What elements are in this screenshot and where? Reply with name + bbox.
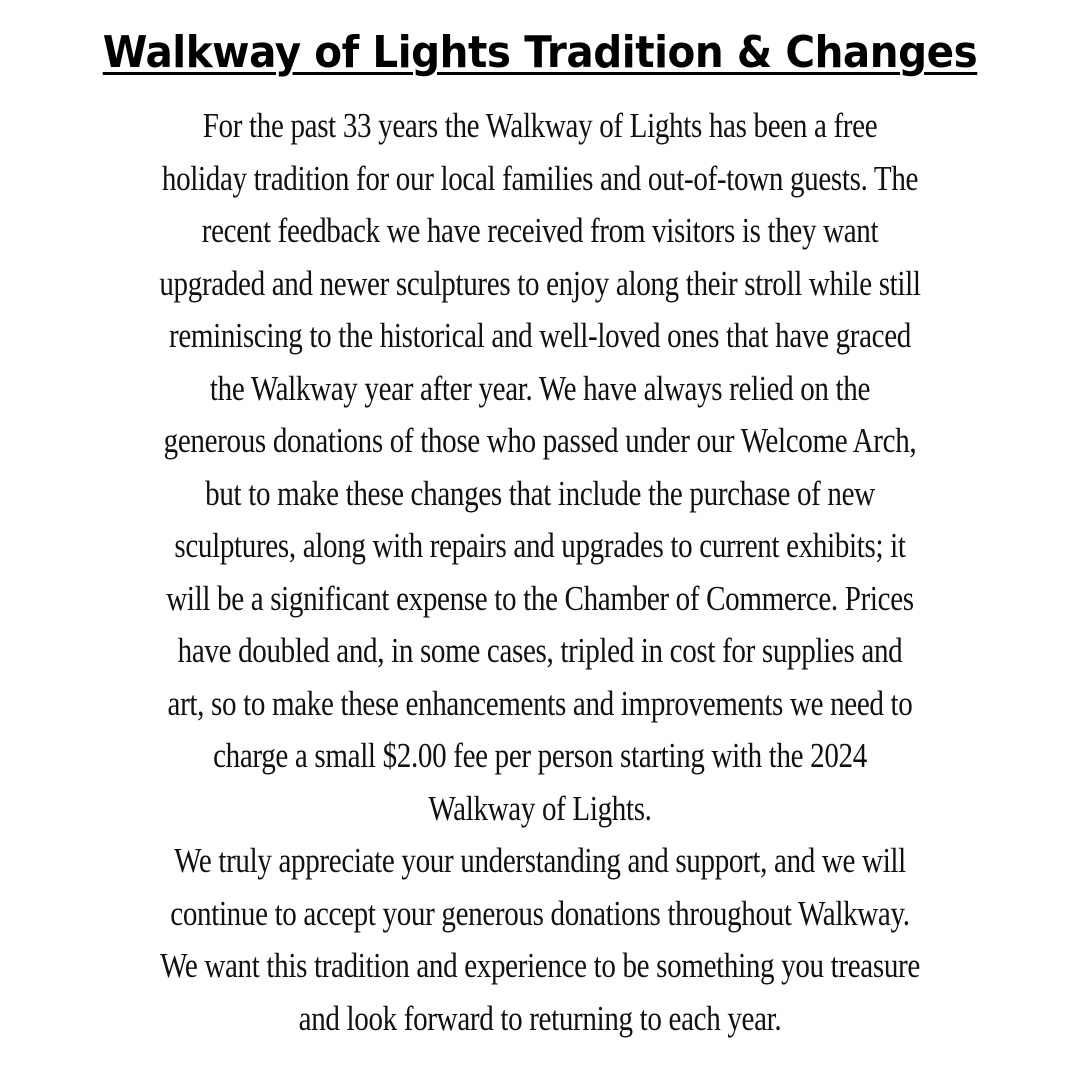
text-line: upgraded and newer sculptures to enjoy along their stroll while still [159, 263, 921, 303]
text-line: have doubled and, in some cases, tripled in cost for supplies and [177, 631, 903, 670]
text-line: but to make these changes that include the purchase of new [205, 473, 875, 513]
text-line: will be a significant expense to the Chamber of Commerce. Prices [166, 578, 914, 618]
text-line: and look forward to returning to each year. [298, 998, 782, 1038]
text-line: sculptures, along with repairs and upgrades to current exhibits; it [174, 526, 906, 565]
text-line: We truly appreciate your understanding and support, and we will [174, 841, 906, 880]
text-line: generous donations of those who passed under our Welcome Arch, [163, 421, 917, 460]
text-line: For the past 33 years the Walkway of Lights has been a free [202, 106, 878, 145]
text-line: Walkway of Lights. [428, 788, 652, 828]
text-line: We want this tradition and experience to be something you treasure [160, 946, 920, 985]
paragraph-appreciation [40, 835, 1040, 1045]
text-line: recent feedback we have received from visitors is they want [201, 211, 879, 250]
text-line: reminiscing to the historical and well-loved ones that have graced [168, 316, 912, 355]
text-line: charge a small $2.00 fee per person starting with the 2024 [213, 736, 867, 775]
text-line: holiday tradition for our local families and out-of-town guests. The [161, 158, 919, 198]
page-title: Walkway of Lights Tradition & Changes [102, 27, 978, 78]
announcement-body [40, 100, 1040, 1045]
paragraph-history [40, 100, 1040, 835]
text-line: continue to accept your generous donations throughout Walkway. [170, 893, 910, 933]
text-line: art, so to make these enhancements and improvements we need to [167, 683, 913, 723]
text-line: the Walkway year after year. We have always relied on the [209, 368, 871, 408]
